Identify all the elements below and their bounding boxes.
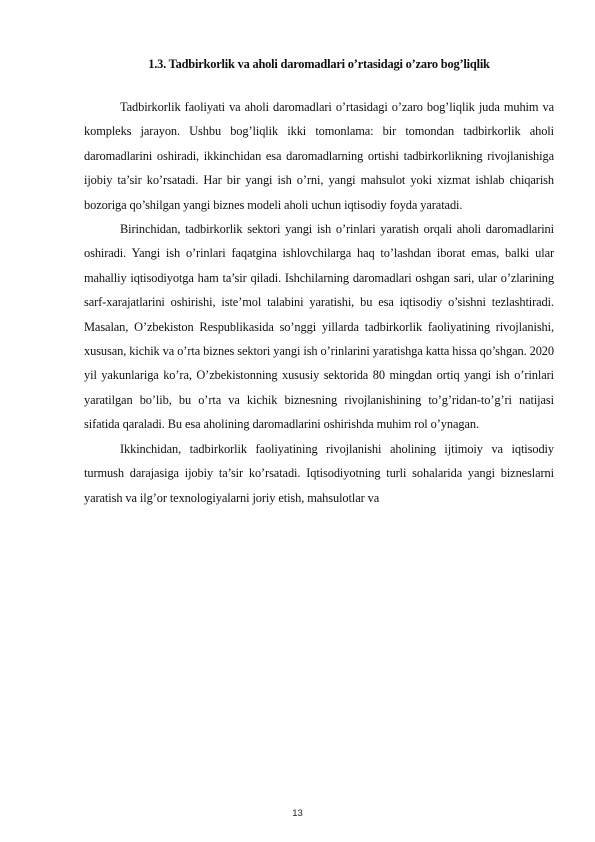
paragraph-2: Birinchidan, tadbirkorlik sektori yangi ish o’rinlari yaratish orqali aholi daromadlarini oshiradi. Yangi ish o’rinlari faqatgina ishlovchilarga haq to’lashdan iborat emas, balki ular mahalliy iqtisodiyotga ham ta’sir qiladi. Ishchilarning daromadlari oshgan sari, ular o’zlarining sarf-xarajatlarini oshirishi, iste’mol talabini yaratishi, bu esa iqtisodiy o’sishni tezlashtiradi. Masalan, O’zbekiston Respublikasida so’nggi yillarda tadbirkorlik faoliyatining rivojlanishi, xususan, kichik va o’rta biznes sektori yangi ish o’rinlarini yaratishga katta hissa qo’shgan. 2020 yil yakunlariga ko’ra, O’zbekistonning xususiy sektorida 80 mingdan ortiq yangi ish o’rinlari yaratilgan bo’lib, bu o’rta va kichik biznesning rivojlanishining to’g’ridan-to’g’ri natijasi sifatida qaraladi. Bu esa aholining daromadlarini oshirishda muhim rol o’ynagan. [84, 222, 554, 432]
section-heading: 1.3. Tadbirkorlik va aholi daromadlari o’rtasidagi o’zaro bog’liqlik [148, 57, 490, 71]
page-number: 13 [292, 808, 303, 819]
paragraph-1: Tadbirkorlik faoliyati va aholi daromadlari o’rtasidagi o’zaro bog’liqlik juda muhim va kompleks jarayon. Ushbu bog’liqlik ikki tomonlama: bir tomondan tadbirkorlik aholi daromadlarini oshiradi, ikkinchidan esa daromadlarning ortishi tadbirkorlikning rivojlanishiga ijobiy ta’sir ko’rsatadi. Har bir yangi ish o’rni, yangi mahsulot yoki xizmat ishlab chiqarish bozoriga qo’shilgan yangi biznes modeli aholi uchun iqtisodiy foyda yaratadi. [84, 100, 554, 212]
body-text [84, 95, 554, 510]
paragraph-3: Ikkinchidan, tadbirkorlik faoliyatining rivojlanishi aholining ijtimoiy va iqtisodiy turmush darajasiga ijobiy ta’sir ko’rsatadi. Iqtisodiyotning turli sohalarida yangi bizneslarni yaratish va ilg’or texnologiyalarni joriy etish, mahsulotlar va [84, 441, 554, 505]
